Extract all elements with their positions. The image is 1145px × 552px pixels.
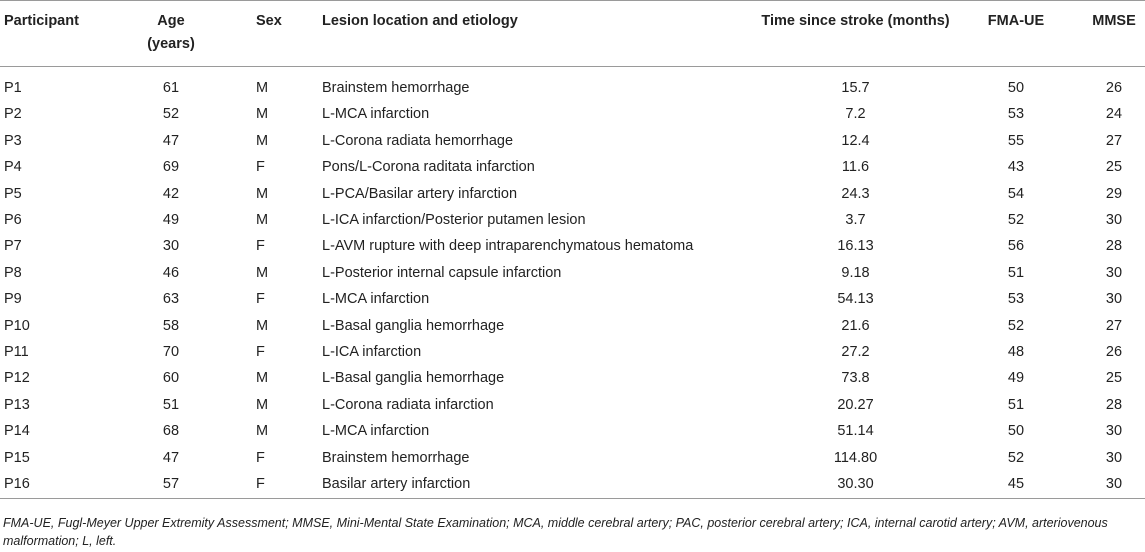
- cell-participant: P3: [4, 133, 22, 149]
- cell-mmse: 30: [1105, 476, 1123, 492]
- cell-mmse: 30: [1105, 450, 1123, 466]
- cell-lesion: L-MCA infarction: [322, 106, 430, 122]
- cell-time-since-stroke: 11.6: [841, 159, 870, 175]
- cell-lesion: L-Basal ganglia hemorrhage: [322, 370, 505, 386]
- cell-sex: M: [256, 186, 269, 202]
- cell-mmse: 30: [1105, 265, 1123, 281]
- cell-age: 58: [162, 318, 180, 334]
- cell-participant: P13: [4, 397, 30, 413]
- cell-fma-ue: 43: [1007, 159, 1025, 175]
- cell-time-since-stroke: 20.27: [837, 397, 874, 413]
- cell-time-since-stroke: 27.2: [841, 344, 870, 360]
- cell-time-since-stroke: 21.6: [841, 318, 870, 334]
- cell-sex: F: [256, 238, 265, 254]
- cell-fma-ue: 50: [1007, 80, 1025, 96]
- cell-participant: P6: [4, 212, 22, 228]
- cell-mmse: 26: [1105, 80, 1123, 96]
- cell-participant: P12: [4, 370, 30, 386]
- cell-participant: P5: [4, 186, 22, 202]
- cell-time-since-stroke: 54.13: [837, 291, 874, 307]
- cell-mmse: 25: [1105, 159, 1123, 175]
- cell-sex: M: [256, 212, 269, 228]
- cell-fma-ue: 45: [1007, 476, 1025, 492]
- cell-lesion: Brainstem hemorrhage: [322, 80, 470, 96]
- cell-time-since-stroke: 30.30: [837, 476, 874, 492]
- header-age-line2: (years): [147, 36, 195, 52]
- cell-mmse: 30: [1105, 291, 1123, 307]
- cell-lesion: Pons/L-Corona raditata infarction: [322, 159, 535, 175]
- cell-time-since-stroke: 16.13: [837, 238, 874, 254]
- cell-participant: P7: [4, 238, 22, 254]
- cell-lesion: L-Corona radiata hemorrhage: [322, 133, 514, 149]
- header-lesion: Lesion location and etiology: [322, 13, 518, 29]
- cell-participant: P14: [4, 423, 30, 439]
- cell-sex: F: [256, 344, 265, 360]
- table-top-rule: [0, 0, 1145, 1]
- cell-age: 61: [162, 80, 180, 96]
- cell-mmse: 24: [1105, 106, 1123, 122]
- cell-fma-ue: 51: [1007, 397, 1025, 413]
- header-participant: Participant: [4, 13, 79, 29]
- cell-sex: F: [256, 476, 265, 492]
- cell-lesion: L-PCA/Basilar artery infarction: [322, 186, 518, 202]
- header-time-since-stroke: Time since stroke (months): [761, 13, 950, 29]
- cell-sex: M: [256, 423, 269, 439]
- cell-mmse: 28: [1105, 397, 1123, 413]
- cell-sex: M: [256, 397, 269, 413]
- cell-age: 47: [162, 133, 180, 149]
- cell-mmse: 29: [1105, 186, 1123, 202]
- cell-lesion: L-Corona radiata infarction: [322, 397, 494, 413]
- cell-sex: M: [256, 106, 269, 122]
- cell-lesion: Basilar artery infarction: [322, 476, 471, 492]
- cell-time-since-stroke: 51.14: [837, 423, 874, 439]
- cell-fma-ue: 52: [1007, 212, 1025, 228]
- cell-time-since-stroke: 15.7: [841, 80, 870, 96]
- cell-fma-ue: 48: [1007, 344, 1025, 360]
- cell-fma-ue: 52: [1007, 318, 1025, 334]
- cell-mmse: 26: [1105, 344, 1123, 360]
- cell-participant: P4: [4, 159, 22, 175]
- cell-participant: P16: [4, 476, 30, 492]
- cell-participant: P9: [4, 291, 22, 307]
- cell-participant: P2: [4, 106, 22, 122]
- cell-sex: M: [256, 133, 269, 149]
- cell-lesion: L-MCA infarction: [322, 423, 430, 439]
- cell-participant: P10: [4, 318, 30, 334]
- cell-time-since-stroke: 73.8: [841, 370, 870, 386]
- cell-time-since-stroke: 9.18: [841, 265, 870, 281]
- cell-age: 63: [162, 291, 180, 307]
- cell-age: 49: [162, 212, 180, 228]
- cell-mmse: 30: [1105, 212, 1123, 228]
- cell-age: 57: [162, 476, 180, 492]
- cell-fma-ue: 50: [1007, 423, 1025, 439]
- cell-age: 30: [162, 238, 180, 254]
- cell-time-since-stroke: 24.3: [841, 186, 870, 202]
- cell-age: 47: [162, 450, 180, 466]
- cell-lesion: L-AVM rupture with deep intraparenchymatous hematoma: [322, 238, 694, 254]
- cell-time-since-stroke: 12.4: [841, 133, 870, 149]
- cell-time-since-stroke: 114.80: [833, 450, 878, 466]
- cell-age: 51: [162, 397, 180, 413]
- cell-lesion: L-ICA infarction: [322, 344, 422, 360]
- cell-fma-ue: 53: [1007, 291, 1025, 307]
- table-header-rule: [0, 66, 1145, 67]
- table-bottom-rule: [0, 498, 1145, 499]
- cell-age: 70: [162, 344, 180, 360]
- cell-sex: M: [256, 80, 269, 96]
- cell-fma-ue: 54: [1007, 186, 1025, 202]
- cell-participant: P11: [4, 344, 29, 360]
- cell-age: 60: [162, 370, 180, 386]
- table-footnote: FMA-UE, Fugl-Meyer Upper Extremity Assessment; MMSE, Mini-Mental State Examination; MCA, middle cerebral artery; PAC, posterior cerebral artery; ICA, internal carotid artery; AVM, arteriovenous malformation; L, left.: [3, 516, 1108, 548]
- cell-age: 52: [162, 106, 180, 122]
- header-fma-ue: FMA-UE: [987, 13, 1045, 29]
- cell-fma-ue: 56: [1007, 238, 1025, 254]
- cell-mmse: 25: [1105, 370, 1123, 386]
- header-sex: Sex: [256, 13, 282, 29]
- cell-age: 69: [162, 159, 180, 175]
- cell-time-since-stroke: 3.7: [845, 212, 866, 228]
- cell-fma-ue: 49: [1007, 370, 1025, 386]
- header-mmse: MMSE: [1092, 13, 1136, 29]
- cell-sex: F: [256, 159, 265, 175]
- cell-sex: M: [256, 318, 269, 334]
- cell-fma-ue: 52: [1007, 450, 1025, 466]
- cell-sex: F: [256, 291, 265, 307]
- cell-lesion: L-Basal ganglia hemorrhage: [322, 318, 505, 334]
- cell-mmse: 27: [1105, 318, 1123, 334]
- cell-participant: P8: [4, 265, 22, 281]
- cell-age: 46: [162, 265, 180, 281]
- cell-age: 68: [162, 423, 180, 439]
- cell-sex: F: [256, 450, 265, 466]
- cell-participant: P1: [4, 80, 22, 96]
- cell-fma-ue: 53: [1007, 106, 1025, 122]
- cell-lesion: L-MCA infarction: [322, 291, 430, 307]
- cell-mmse: 30: [1105, 423, 1123, 439]
- cell-lesion: Brainstem hemorrhage: [322, 450, 470, 466]
- cell-sex: M: [256, 265, 269, 281]
- cell-fma-ue: 51: [1007, 265, 1025, 281]
- cell-age: 42: [162, 186, 180, 202]
- cell-fma-ue: 55: [1007, 133, 1025, 149]
- cell-sex: M: [256, 370, 269, 386]
- cell-time-since-stroke: 7.2: [845, 106, 866, 122]
- cell-lesion: L-ICA infarction/Posterior putamen lesion: [322, 212, 586, 228]
- cell-lesion: L-Posterior internal capsule infarction: [322, 265, 562, 281]
- cell-mmse: 27: [1105, 133, 1123, 149]
- cell-mmse: 28: [1105, 238, 1123, 254]
- header-age-line1: Age: [157, 13, 185, 29]
- cell-participant: P15: [4, 450, 30, 466]
